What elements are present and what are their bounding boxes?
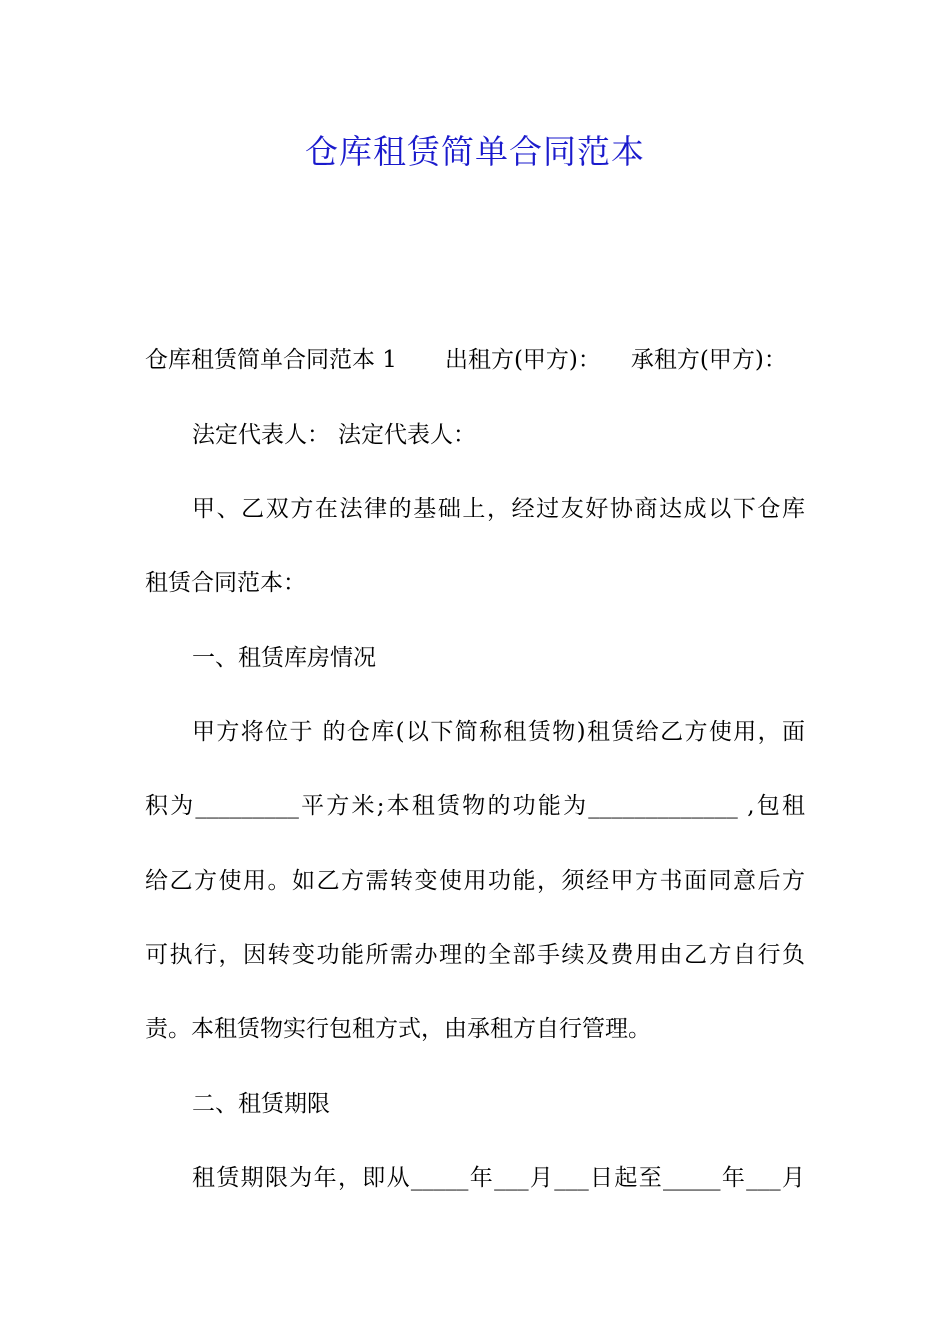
document-title: 仓库租赁简单合同范本 (305, 132, 645, 171)
contract-name: 仓库租赁简单合同范本 1 (145, 347, 397, 373)
section-heading: 二、租赁期限 (192, 1091, 330, 1117)
lessee-legal-rep-label: 法定代表人： (338, 422, 476, 448)
lessor-legal-rep-label: 法定代表人： (192, 422, 330, 448)
section-heading: 一、租赁库房情况 (192, 645, 376, 671)
paragraph-line: 租赁合同范本： (145, 570, 306, 596)
legal-rep-line (192, 419, 476, 451)
lessor-label: 出租方(甲方)： (444, 347, 601, 373)
paragraph-line: 积为_________平方米;本租赁物的功能为_____________ ,包租 (145, 793, 805, 819)
lessee-label: 承租方(甲方)： (630, 347, 787, 373)
paragraph-line: 甲方将位于 的仓库(以下简称租赁物)租赁给乙方使用，面 (192, 719, 805, 745)
paragraph-line: 甲、乙双方在法律的基础上，经过友好协商达成以下仓库 (192, 496, 805, 522)
paragraph-line: 给乙方使用。如乙方需转变使用功能，须经甲方书面同意后方 (145, 868, 805, 894)
contract-header-line (145, 344, 787, 376)
paragraph-line: 可执行，因转变功能所需办理的全部手续及费用由乙方自行负 (145, 942, 805, 968)
paragraph-line: 租赁期限为年，即从_____年___月___日起至_____年___月 (192, 1165, 805, 1191)
paragraph-line: 责。本租赁物实行包租方式，由承租方自行管理。 (145, 1016, 651, 1042)
